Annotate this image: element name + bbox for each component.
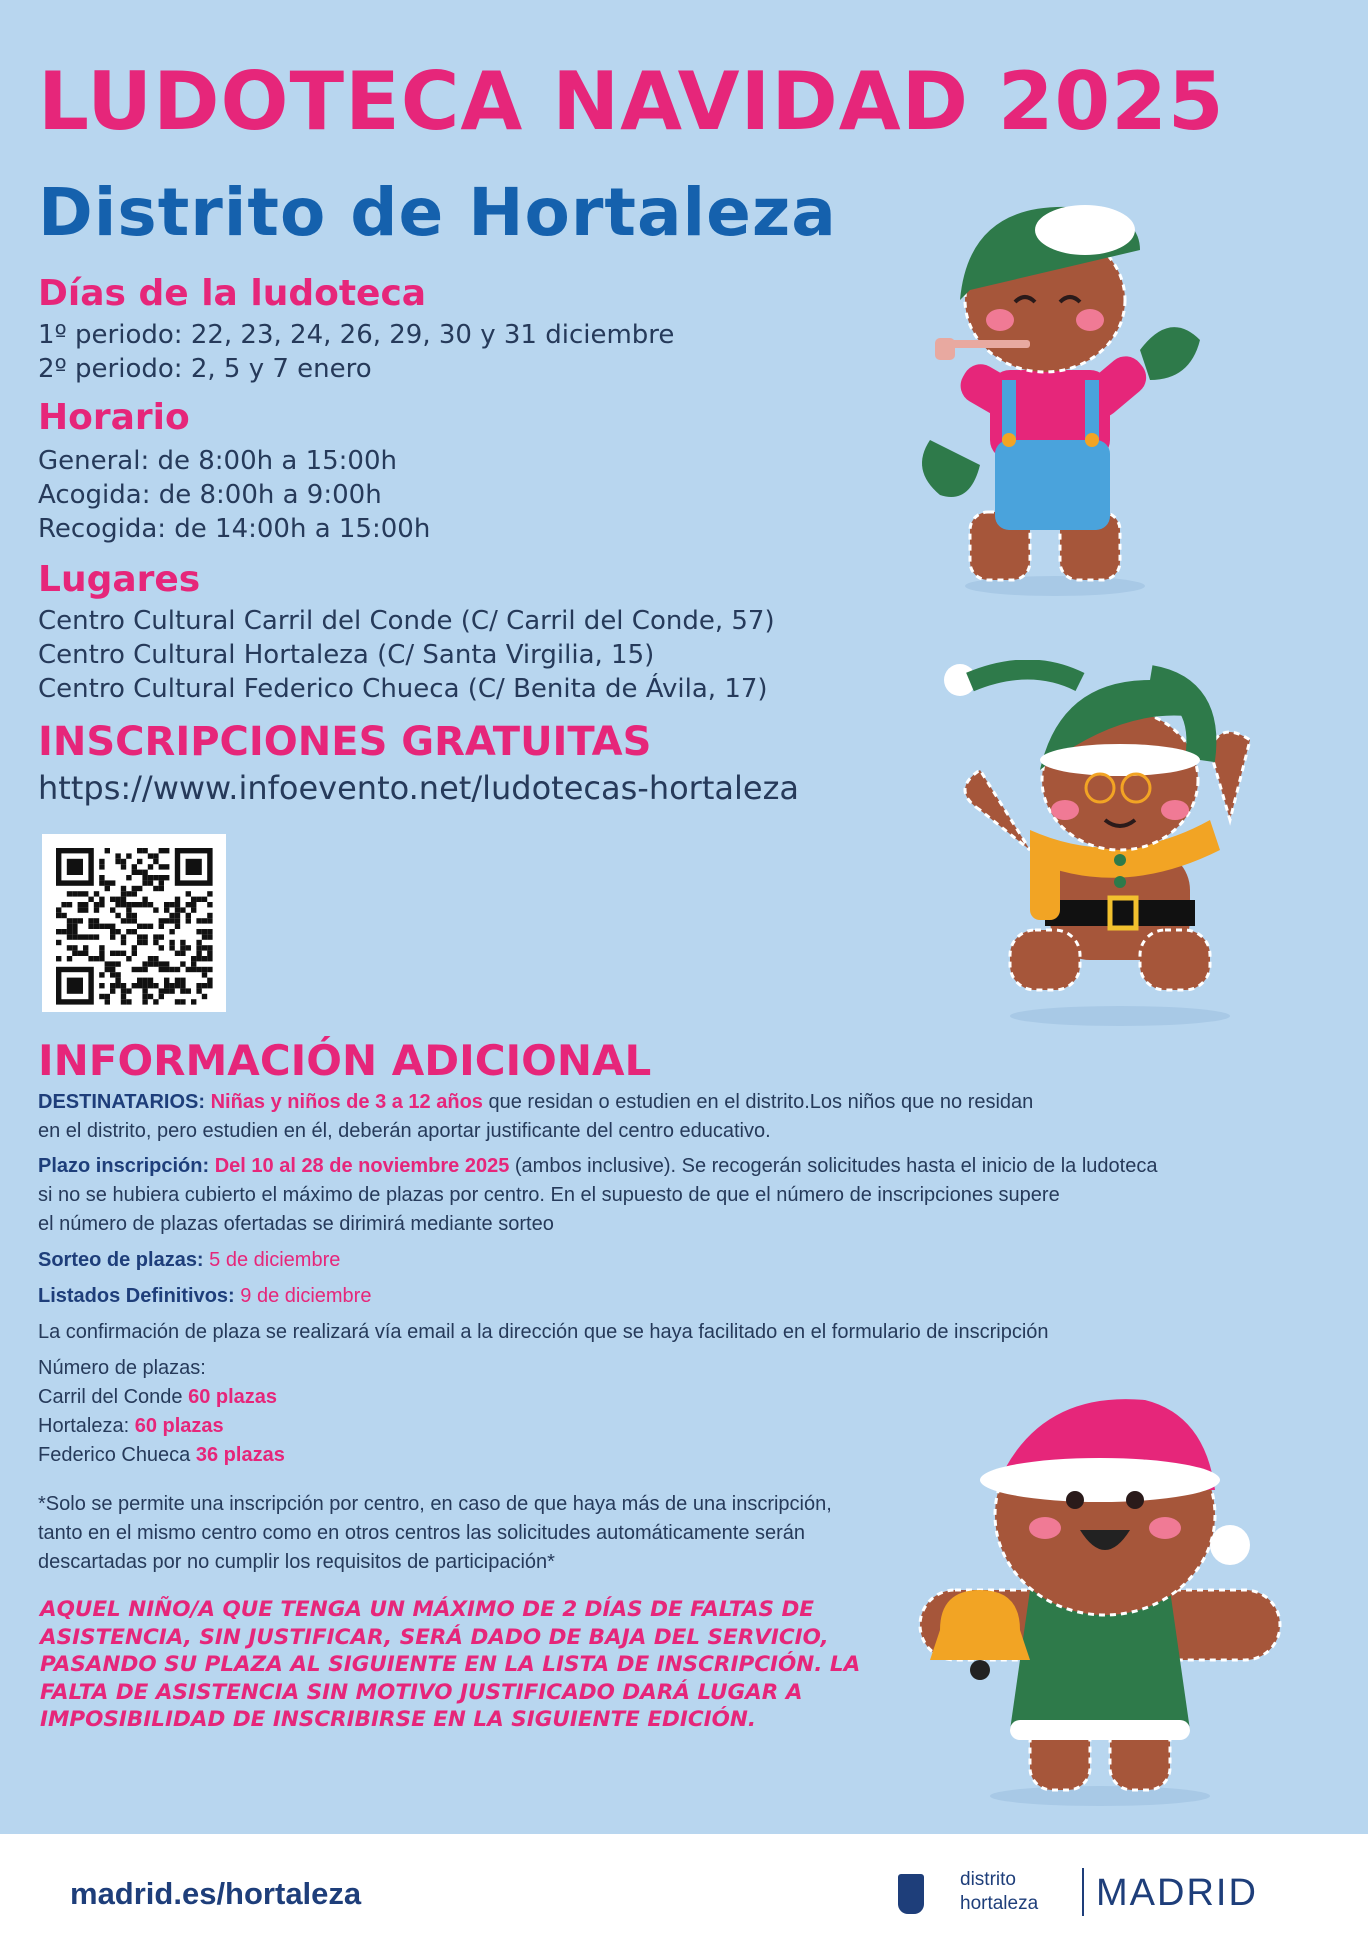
plazas-centro: Hortaleza: [38,1415,135,1437]
plazas-count: 60 plazas [134,1415,224,1437]
sorteo-label: Sorteo de plazas: [38,1249,204,1271]
lugares-heading: Lugares [38,559,201,600]
plazo-line3: el número de plazas ofertadas se dirimirá mediante sorteo [38,1213,554,1235]
aviso-line: PASANDO SU PLAZA AL SIGUIENTE EN LA LISTA DE INSCRIPCIÓN. LA [40,1652,861,1677]
gingerbread-bell-illustration [900,1380,1300,1810]
plazas-count: 60 plazas [188,1386,278,1408]
nota-line: *Solo se permite una inscripción por centro, en caso de que haya más de una inscripción, [38,1493,832,1515]
logo-divider [1082,1868,1084,1916]
page-title: LUDOTECA NAVIDAD 2025 [38,55,1225,148]
plazas-row [38,1441,285,1470]
plazas-count: 36 plazas [195,1444,285,1466]
aviso-line: ASISTENCIA, SIN JUSTIFICAR, SERÁ DADO DE BAJA DEL SERVICIO, [40,1624,829,1650]
aviso-faltas [40,1596,860,1734]
numero-plazas-label: Número de plazas: [38,1357,206,1379]
qr-code[interactable] [42,834,226,1012]
distrito-hortaleza-logo [960,1868,1038,1916]
destinatarios-text: que residan o estudien en el distrito.Los niños que no residan [482,1091,1034,1113]
destinatarios-label: DESTINATARIOS: [38,1091,206,1113]
plazo-label: Plazo inscripción: [38,1155,210,1177]
dias-heading: Días de la ludoteca [38,273,427,314]
madrid-shield-icon [898,1874,924,1914]
distrito-word: distrito [960,1869,1016,1890]
info-heading: INFORMACIÓN ADICIONAL [38,1036,652,1085]
listados-value: 9 de diciembre [240,1285,372,1307]
confirmacion-text: La confirmación de plaza se realizará vía email a la dirección que se haya facilitado en el formulario de inscripción [38,1321,1049,1343]
footer-url[interactable]: madrid.es/hortaleza [70,1876,362,1911]
plazo-text: (ambos inclusive). Se recogerán solicitudes hasta el inicio de la ludoteca [509,1155,1158,1177]
listados-label: Listados Definitivos: [38,1285,235,1307]
hortaleza-word: hortaleza [960,1893,1039,1914]
lugar-line: Centro Cultural Carril del Conde (C/ Carril del Conde, 57) [38,606,775,636]
plazo-line2: si no se hubiera cubierto el máximo de plazas por centro. En el supuesto de que el número de inscripciones supere [38,1184,1060,1206]
plazas-centro: Carril del Conde [38,1386,189,1408]
plazo-value: Del 10 al 28 de noviembre 2025 [214,1155,510,1177]
plazo-line [38,1152,1157,1181]
madrid-logo: MADRID [1096,1872,1258,1914]
nota-line: tanto en el mismo centro como en otros centros las solicitudes automáticamente serán [38,1522,806,1544]
lugar-line: Centro Cultural Hortaleza (C/ Santa Virgilia, 15) [38,640,655,670]
plazas-row [38,1412,224,1441]
inscripciones-url[interactable]: https://www.infoevento.net/ludotecas-hortaleza [38,769,799,807]
page-subtitle: Distrito de Hortaleza [38,174,837,251]
aviso-line: IMPOSIBILIDAD DE INSCRIBIRSE EN LA SIGUIENTE EDICIÓN. [40,1707,757,1732]
destinatarios-line [38,1088,1033,1117]
horario-line: Acogida: de 8:00h a 9:00h [38,480,382,510]
aviso-line: AQUEL NIÑO/A QUE TENGA UN MÁXIMO DE 2 DÍAS DE FALTAS DE [40,1597,814,1622]
horario-line: Recogida: de 14:00h a 15:00h [38,514,431,544]
gingerbread-scarf-illustration [940,660,1330,1030]
horario-line: General: de 8:00h a 15:00h [38,446,397,476]
gingerbread-boy-illustration [890,190,1220,600]
horario-heading: Horario [38,397,190,438]
listados-line [38,1282,371,1311]
dias-line: 2º periodo: 2, 5 y 7 enero [38,354,372,384]
inscripciones-heading: INSCRIPCIONES GRATUITAS [38,719,652,765]
destinatarios-value: Niñas y niños de 3 a 12 años [210,1091,483,1113]
qr-code-pattern [42,834,226,1012]
nota-line: descartadas por no cumplir los requisitos de participación* [38,1551,555,1573]
aviso-line: FALTA DE ASISTENCIA SIN MOTIVO JUSTIFICADO DARÁ LUGAR A [40,1679,803,1705]
plazas-row [38,1383,277,1412]
sorteo-line [38,1246,340,1275]
sorteo-value: 5 de diciembre [209,1249,341,1271]
destinatarios-line2: en el distrito, pero estudien en él, deberán aportar justificante del centro educativo. [38,1120,771,1142]
lugar-line: Centro Cultural Federico Chueca (C/ Benita de Ávila, 17) [38,674,768,704]
plazas-centro: Federico Chueca [38,1444,196,1466]
dias-line: 1º periodo: 22, 23, 24, 26, 29, 30 y 31 diciembre [38,320,675,350]
